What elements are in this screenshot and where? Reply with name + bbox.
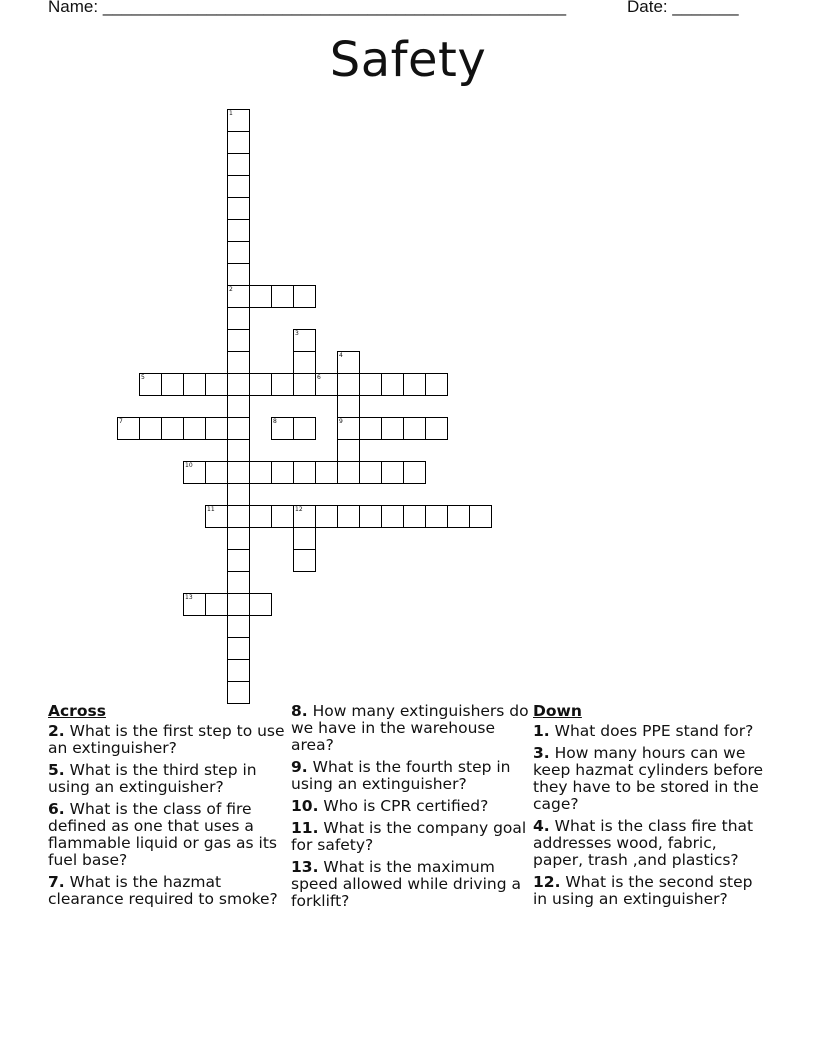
name-line: _________________________________________________ bbox=[102, 0, 567, 16]
grid-cell[interactable] bbox=[227, 241, 250, 264]
grid-cell[interactable] bbox=[227, 175, 250, 198]
grid-cell[interactable] bbox=[227, 109, 250, 132]
clue-item bbox=[291, 820, 529, 854]
clue-num: 5. bbox=[48, 761, 65, 779]
clue-number: 7 bbox=[119, 418, 123, 425]
grid-cell[interactable] bbox=[337, 373, 360, 396]
clue-item bbox=[48, 762, 286, 796]
grid-cell[interactable] bbox=[381, 417, 404, 440]
grid-cell[interactable] bbox=[425, 505, 448, 528]
grid-cell[interactable] bbox=[227, 373, 250, 396]
clue-text: How many hours can we keep hazmat cylinders before they have to be stored in the cage? bbox=[533, 744, 764, 813]
clue-text: What is the maximum speed allowed while driving a forklift? bbox=[291, 858, 521, 910]
grid-cell[interactable] bbox=[337, 439, 360, 462]
clue-text: Who is CPR certified? bbox=[323, 797, 489, 815]
clue-text: What is the second step in using an extinguisher? bbox=[533, 873, 753, 908]
clue-item bbox=[48, 801, 286, 869]
clue-item bbox=[48, 723, 286, 757]
grid-cell[interactable] bbox=[117, 417, 140, 440]
grid-cell[interactable] bbox=[403, 505, 426, 528]
clue-num: 13. bbox=[291, 858, 319, 876]
grid-cell[interactable] bbox=[337, 417, 360, 440]
clue-number: 6 bbox=[317, 374, 321, 381]
grid-cell[interactable] bbox=[337, 461, 360, 484]
grid-cell[interactable] bbox=[227, 615, 250, 638]
grid-cell[interactable] bbox=[227, 483, 250, 506]
grid-cell[interactable] bbox=[227, 131, 250, 154]
clue-text: How many extinguishers do we have in the warehouse area? bbox=[291, 702, 529, 754]
grid-cell[interactable] bbox=[249, 373, 272, 396]
clue-item bbox=[48, 874, 286, 908]
grid-cell[interactable] bbox=[271, 285, 294, 308]
grid-cell[interactable] bbox=[227, 461, 250, 484]
clue-number: 10 bbox=[185, 462, 193, 469]
grid-cell[interactable] bbox=[271, 417, 294, 440]
across-clues-column bbox=[48, 703, 286, 913]
grid-cell[interactable] bbox=[315, 461, 338, 484]
clue-number: 12 bbox=[295, 506, 303, 513]
grid-cell[interactable] bbox=[227, 439, 250, 462]
grid-cell[interactable] bbox=[337, 505, 360, 528]
grid-cell[interactable] bbox=[227, 681, 250, 704]
clue-item bbox=[533, 874, 771, 908]
clue-number: 9 bbox=[339, 418, 343, 425]
grid-cell[interactable] bbox=[183, 417, 206, 440]
grid-cell[interactable] bbox=[403, 461, 426, 484]
grid-cell[interactable] bbox=[425, 417, 448, 440]
grid-cell[interactable] bbox=[293, 527, 316, 550]
grid-cell[interactable] bbox=[227, 285, 250, 308]
down-heading: Down bbox=[533, 702, 582, 720]
clue-text: What is the hazmat clearance required to smoke? bbox=[48, 873, 278, 908]
grid-cell[interactable] bbox=[249, 461, 272, 484]
clue-num: 2. bbox=[48, 722, 65, 740]
grid-cell[interactable] bbox=[359, 417, 382, 440]
grid-cell[interactable] bbox=[293, 549, 316, 572]
clue-number: 4 bbox=[339, 352, 343, 359]
grid-cell[interactable] bbox=[469, 505, 492, 528]
clue-num: 8. bbox=[291, 702, 308, 720]
grid-cell[interactable] bbox=[161, 373, 184, 396]
down-clues-column bbox=[533, 703, 771, 913]
clue-number: 8 bbox=[273, 418, 277, 425]
clue-item bbox=[533, 723, 771, 740]
grid-cell[interactable] bbox=[293, 461, 316, 484]
grid-cell[interactable] bbox=[227, 505, 250, 528]
date-label: Date: bbox=[627, 0, 668, 16]
grid-cell[interactable] bbox=[293, 505, 316, 528]
grid-cell[interactable] bbox=[293, 417, 316, 440]
across-clues-column-2 bbox=[291, 703, 529, 915]
grid-cell[interactable] bbox=[293, 373, 316, 396]
clue-item bbox=[533, 818, 771, 869]
grid-cell[interactable] bbox=[139, 417, 162, 440]
clue-number: 2 bbox=[229, 286, 233, 293]
grid-cell[interactable] bbox=[183, 461, 206, 484]
grid-cell[interactable] bbox=[227, 571, 250, 594]
clue-number: 11 bbox=[207, 506, 215, 513]
clue-num: 4. bbox=[533, 817, 550, 835]
grid-cell[interactable] bbox=[227, 329, 250, 352]
grid-cell[interactable] bbox=[359, 373, 382, 396]
grid-cell[interactable] bbox=[337, 395, 360, 418]
grid-cell[interactable] bbox=[227, 197, 250, 220]
grid-cell[interactable] bbox=[271, 505, 294, 528]
grid-cell[interactable] bbox=[403, 373, 426, 396]
clue-item bbox=[291, 759, 529, 793]
grid-cell[interactable] bbox=[447, 505, 470, 528]
clue-num: 12. bbox=[533, 873, 561, 891]
grid-cell[interactable] bbox=[293, 285, 316, 308]
clue-num: 11. bbox=[291, 819, 319, 837]
grid-cell[interactable] bbox=[227, 417, 250, 440]
grid-cell[interactable] bbox=[403, 417, 426, 440]
date-field[interactable] bbox=[627, 0, 739, 17]
clue-item bbox=[291, 859, 529, 910]
grid-cell[interactable] bbox=[227, 637, 250, 660]
grid-cell[interactable] bbox=[359, 505, 382, 528]
clue-item bbox=[291, 703, 529, 754]
grid-cell[interactable] bbox=[205, 373, 228, 396]
grid-cell[interactable] bbox=[227, 527, 250, 550]
grid-cell[interactable] bbox=[293, 351, 316, 374]
grid-cell[interactable] bbox=[249, 593, 272, 616]
clue-number: 3 bbox=[295, 330, 299, 337]
clue-text: What does PPE stand for? bbox=[554, 722, 754, 740]
grid-cell[interactable] bbox=[337, 351, 360, 374]
grid-cell[interactable] bbox=[381, 505, 404, 528]
clue-num: 10. bbox=[291, 797, 319, 815]
clue-item bbox=[533, 745, 771, 813]
page-title: Safety bbox=[329, 32, 487, 88]
grid-cell[interactable] bbox=[227, 307, 250, 330]
clue-num: 7. bbox=[48, 873, 65, 891]
grid-cell[interactable] bbox=[227, 219, 250, 242]
clue-number: 5 bbox=[141, 374, 145, 381]
grid-cell[interactable] bbox=[227, 263, 250, 286]
grid-cell[interactable] bbox=[227, 351, 250, 374]
grid-cell[interactable] bbox=[249, 285, 272, 308]
grid-cell[interactable] bbox=[359, 461, 382, 484]
grid-cell[interactable] bbox=[381, 461, 404, 484]
grid-cell[interactable] bbox=[139, 373, 162, 396]
clue-num: 3. bbox=[533, 744, 550, 762]
grid-cell[interactable] bbox=[205, 417, 228, 440]
date-line: _______ bbox=[672, 0, 739, 16]
grid-cell[interactable] bbox=[205, 593, 228, 616]
grid-cell[interactable] bbox=[227, 549, 250, 572]
grid-cell[interactable] bbox=[183, 593, 206, 616]
grid-cell[interactable] bbox=[205, 505, 228, 528]
clue-text: What is the class of fire defined as one that uses a flammable liquid or gas as its fuel base? bbox=[48, 800, 277, 869]
clue-text: What is the class fire that addresses wood, fabric, paper, trash ,and plastics? bbox=[533, 817, 754, 869]
clue-num: 9. bbox=[291, 758, 308, 776]
name-field[interactable] bbox=[48, 0, 566, 17]
clue-item bbox=[291, 798, 529, 815]
clue-number: 1 bbox=[229, 110, 233, 117]
clue-num: 1. bbox=[533, 722, 550, 740]
grid-cell[interactable] bbox=[271, 461, 294, 484]
grid-cell[interactable] bbox=[183, 373, 206, 396]
grid-cell[interactable] bbox=[227, 659, 250, 682]
grid-cell[interactable] bbox=[271, 373, 294, 396]
grid-cell[interactable] bbox=[425, 373, 448, 396]
grid-cell[interactable] bbox=[227, 395, 250, 418]
clue-num: 6. bbox=[48, 800, 65, 818]
grid-cell[interactable] bbox=[315, 373, 338, 396]
name-label: Name: bbox=[48, 0, 99, 16]
grid-cell[interactable] bbox=[205, 461, 228, 484]
grid-cell[interactable] bbox=[161, 417, 184, 440]
grid-cell[interactable] bbox=[293, 329, 316, 352]
clue-text: What is the third step in using an extinguisher? bbox=[48, 761, 257, 796]
clue-text: What is the company goal for safety? bbox=[291, 819, 527, 854]
clue-text: What is the fourth step in using an extinguisher? bbox=[291, 758, 511, 793]
grid-cell[interactable] bbox=[315, 505, 338, 528]
clue-text: What is the first step to use an extinguisher? bbox=[48, 722, 285, 757]
grid-cell[interactable] bbox=[249, 505, 272, 528]
grid-cell[interactable] bbox=[227, 593, 250, 616]
across-heading: Across bbox=[48, 702, 106, 720]
grid-cell[interactable] bbox=[227, 153, 250, 176]
grid-cell[interactable] bbox=[381, 373, 404, 396]
clue-number: 13 bbox=[185, 594, 193, 601]
